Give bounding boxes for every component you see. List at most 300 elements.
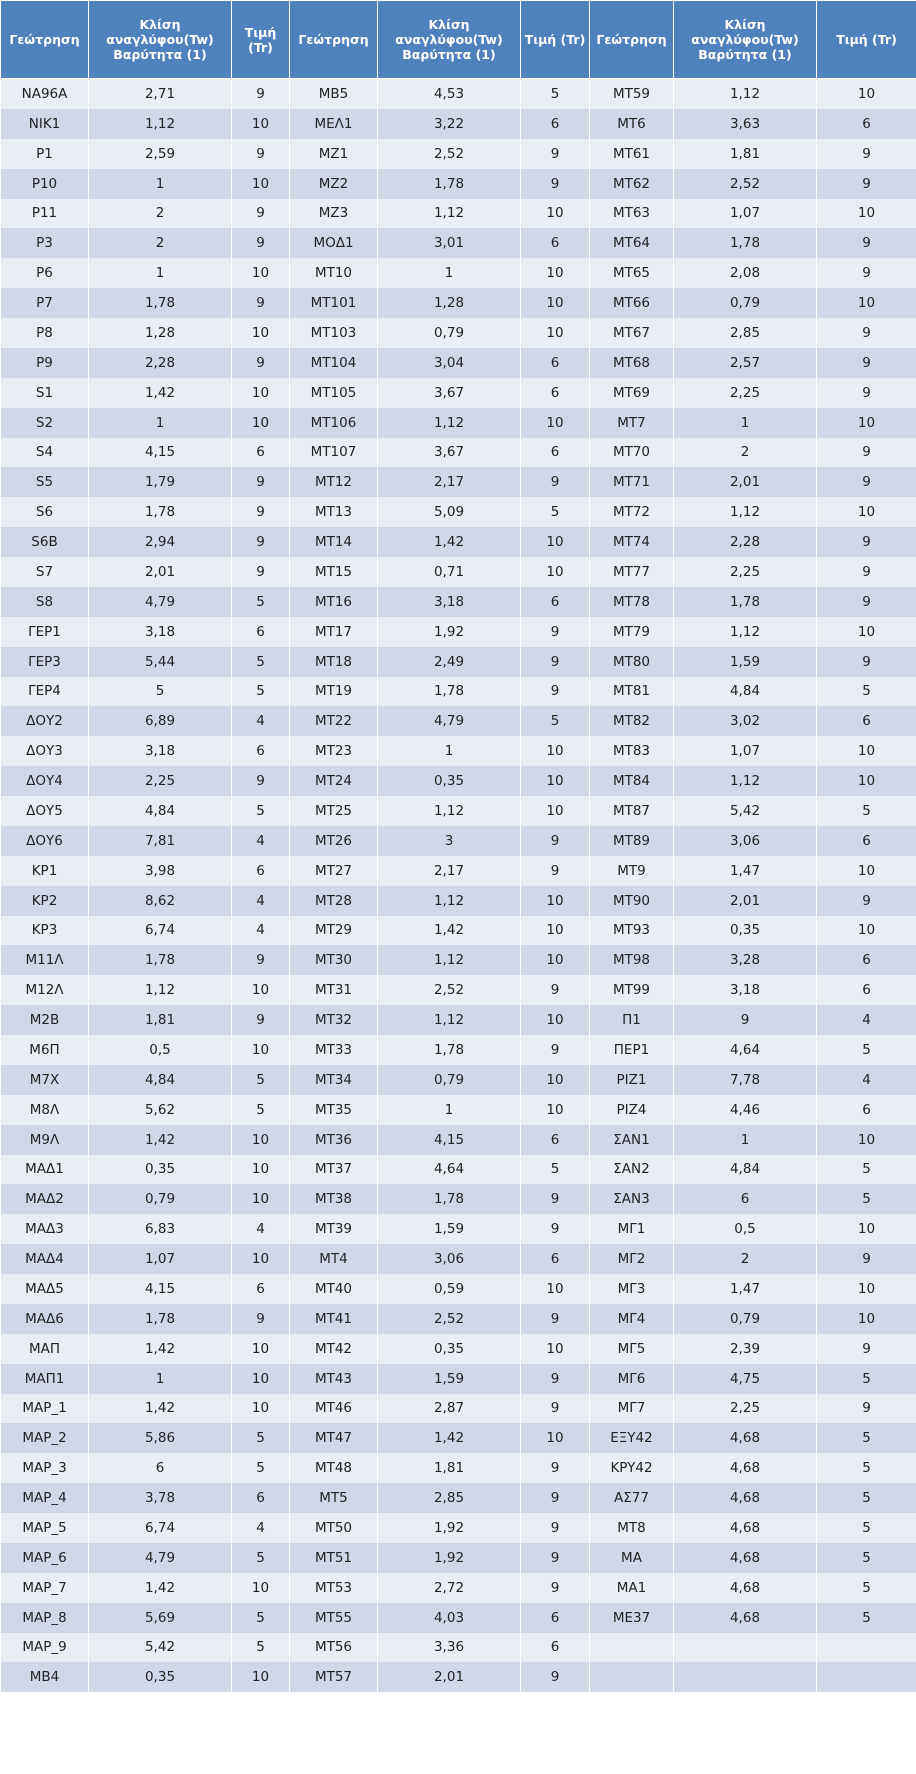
table-cell: 10 <box>521 766 590 796</box>
table-cell: MT83 <box>590 736 674 766</box>
table-cell: 6 <box>521 1244 590 1274</box>
table-cell: M7X <box>1 1065 89 1095</box>
table-cell: 6 <box>817 945 916 975</box>
table-cell: 9 <box>817 527 916 557</box>
header-row <box>1 1 916 79</box>
table-cell: 10 <box>521 1065 590 1095</box>
table-cell: ΜΓ2 <box>590 1244 674 1274</box>
table-cell: 10 <box>521 945 590 975</box>
table-cell: 6 <box>232 856 290 886</box>
table-cell: 5,69 <box>89 1603 232 1633</box>
table-cell: 9 <box>817 1244 916 1274</box>
table-cell: MT53 <box>290 1573 378 1603</box>
table-row <box>1 647 916 677</box>
table-row <box>1 378 916 408</box>
table-cell: MT89 <box>590 826 674 856</box>
table-cell: PIZ1 <box>590 1065 674 1095</box>
table-cell: 1,12 <box>674 617 817 647</box>
table-cell: 9 <box>817 438 916 468</box>
table-cell: MT4 <box>290 1244 378 1274</box>
table-cell: ΔΟΥ3 <box>1 736 89 766</box>
table-cell: 3,22 <box>378 109 521 139</box>
table-cell: 1,78 <box>378 1184 521 1214</box>
table-row <box>1 975 916 1005</box>
table-cell: 9 <box>232 497 290 527</box>
table-cell: MT38 <box>290 1184 378 1214</box>
table-cell: 10 <box>232 1394 290 1424</box>
table-cell: 9 <box>817 318 916 348</box>
table-cell: MT55 <box>290 1603 378 1633</box>
table-cell: 1,07 <box>674 199 817 229</box>
table-cell: MT56 <box>290 1633 378 1663</box>
table-cell: MT74 <box>590 527 674 557</box>
table-cell: 1,42 <box>89 378 232 408</box>
table-cell: 10 <box>232 1662 290 1692</box>
table-cell: MT90 <box>590 886 674 916</box>
table-cell: MT80 <box>590 647 674 677</box>
table-cell: 10 <box>232 1155 290 1185</box>
table-cell: 1,28 <box>89 318 232 348</box>
table-cell: MT15 <box>290 557 378 587</box>
table-row <box>1 1603 916 1633</box>
table-cell: ΜΑΔ4 <box>1 1244 89 1274</box>
table-row <box>1 1065 916 1095</box>
table-cell: 0,35 <box>378 1334 521 1364</box>
table-cell: 10 <box>521 318 590 348</box>
table-cell: 9 <box>521 139 590 169</box>
table-cell: MB4 <box>1 1662 89 1692</box>
table-cell: 9 <box>521 1394 590 1424</box>
table-cell: 4 <box>232 1214 290 1244</box>
table-cell: 5 <box>232 796 290 826</box>
table-cell: 4,84 <box>674 1155 817 1185</box>
table-row <box>1 1662 916 1692</box>
table-cell: 1,78 <box>89 497 232 527</box>
table-cell: MT72 <box>590 497 674 527</box>
table-cell: 5 <box>817 1573 916 1603</box>
table-cell: ΔΟΥ2 <box>1 706 89 736</box>
table-cell: 10 <box>521 527 590 557</box>
table-cell: MZ3 <box>290 199 378 229</box>
table-cell: ΜΟΔ1 <box>290 228 378 258</box>
table-cell: MT7 <box>590 408 674 438</box>
table-cell: MT98 <box>590 945 674 975</box>
table-cell: 9 <box>521 1304 590 1334</box>
table-cell: 4,64 <box>378 1155 521 1185</box>
table-cell: P7 <box>1 288 89 318</box>
table-cell: 2,52 <box>378 975 521 1005</box>
table-cell: 0,5 <box>89 1035 232 1065</box>
table-cell: ΜΓ1 <box>590 1214 674 1244</box>
table-cell: 9 <box>232 199 290 229</box>
table-cell: MT66 <box>590 288 674 318</box>
table-cell: 0,35 <box>89 1155 232 1185</box>
table-cell: 10 <box>817 617 916 647</box>
table-cell: 1,79 <box>89 467 232 497</box>
table-row <box>1 1274 916 1304</box>
table-cell: 1,12 <box>674 79 817 109</box>
table-row <box>1 527 916 557</box>
table-cell: MT34 <box>290 1065 378 1095</box>
col-header-value-2: Τιμή (Tr) <box>521 1 590 79</box>
table-cell: 3,78 <box>89 1483 232 1513</box>
table-cell: ΣΑΝ3 <box>590 1184 674 1214</box>
table-cell: KP2 <box>1 886 89 916</box>
table-cell: 9 <box>521 647 590 677</box>
table-row <box>1 348 916 378</box>
table-cell: MAP_8 <box>1 1603 89 1633</box>
table-cell: 5 <box>817 1483 916 1513</box>
table-cell: 9 <box>232 945 290 975</box>
table-cell: 9 <box>521 975 590 1005</box>
table-cell: MT105 <box>290 378 378 408</box>
table-cell: 1,42 <box>378 1423 521 1453</box>
table-cell: 2,71 <box>89 79 232 109</box>
table-cell: 5 <box>232 1633 290 1663</box>
table-cell: MT104 <box>290 348 378 378</box>
table-cell: 9 <box>521 1662 590 1692</box>
table-cell: MT17 <box>290 617 378 647</box>
table-row <box>1 557 916 587</box>
table-cell: MT77 <box>590 557 674 587</box>
table-cell: 1 <box>378 258 521 288</box>
table-cell: 6 <box>232 1483 290 1513</box>
table-row <box>1 169 916 199</box>
table-cell: 9 <box>521 856 590 886</box>
table-cell: MT70 <box>590 438 674 468</box>
table-cell: 10 <box>817 736 916 766</box>
table-cell: 6 <box>521 587 590 617</box>
table-cell: 2,94 <box>89 527 232 557</box>
table-cell: 10 <box>232 1244 290 1274</box>
table-cell: S5 <box>1 467 89 497</box>
table-row <box>1 677 916 707</box>
table-cell: 9 <box>232 1005 290 1035</box>
table-cell: ΕΞΥ42 <box>590 1423 674 1453</box>
table-row <box>1 886 916 916</box>
table-cell: 5 <box>232 647 290 677</box>
table-cell: 5 <box>817 1603 916 1633</box>
table-cell: 10 <box>521 886 590 916</box>
table-cell: 1,12 <box>378 886 521 916</box>
table-cell: ΓΕΡ4 <box>1 677 89 707</box>
table-cell: MAP_3 <box>1 1453 89 1483</box>
table-cell: MT37 <box>290 1155 378 1185</box>
table-cell: 9 <box>232 348 290 378</box>
table-cell: 6 <box>232 1274 290 1304</box>
table-cell: 9 <box>521 169 590 199</box>
table-cell <box>817 1633 916 1663</box>
col-header-value-1: Τιμή (Tr) <box>232 1 290 79</box>
table-cell: 10 <box>521 258 590 288</box>
col-header-borehole-2: Γεώτρηση <box>290 1 378 79</box>
table-cell: 6 <box>521 1633 590 1663</box>
table-cell: 4,15 <box>378 1125 521 1155</box>
table-cell: 1,42 <box>89 1394 232 1424</box>
table-cell: KPY42 <box>590 1453 674 1483</box>
table-cell: ΜΓ7 <box>590 1394 674 1424</box>
table-cell: 4,84 <box>674 677 817 707</box>
table-cell: 3,98 <box>89 856 232 886</box>
table-cell: 9 <box>521 1035 590 1065</box>
table-row <box>1 1483 916 1513</box>
table-row <box>1 1155 916 1185</box>
table-cell: 4,68 <box>674 1513 817 1543</box>
table-cell: 6 <box>521 438 590 468</box>
table-cell: 9 <box>521 1453 590 1483</box>
table-cell: 9 <box>817 1334 916 1364</box>
table-cell: 9 <box>817 228 916 258</box>
table-cell: 10 <box>521 557 590 587</box>
table-row <box>1 199 916 229</box>
table-cell: 6 <box>521 378 590 408</box>
table-cell <box>590 1633 674 1663</box>
table-cell: M6Π <box>1 1035 89 1065</box>
table-cell: 4 <box>232 826 290 856</box>
table-cell: 10 <box>521 199 590 229</box>
table-cell: 1 <box>674 408 817 438</box>
table-cell: MT84 <box>590 766 674 796</box>
table-row <box>1 139 916 169</box>
table-cell: MT69 <box>590 378 674 408</box>
table-cell: 1,78 <box>89 1304 232 1334</box>
table-cell: 1,12 <box>674 497 817 527</box>
table-cell: MT78 <box>590 587 674 617</box>
table-cell: 6 <box>521 109 590 139</box>
table-cell: 4,03 <box>378 1603 521 1633</box>
table-cell: 0,5 <box>674 1214 817 1244</box>
table-cell: 5 <box>521 497 590 527</box>
table-cell: KP3 <box>1 916 89 946</box>
table-cell: MT18 <box>290 647 378 677</box>
table-row <box>1 258 916 288</box>
table-cell: MT24 <box>290 766 378 796</box>
table-cell: 1,92 <box>378 617 521 647</box>
table-cell: 1,47 <box>674 856 817 886</box>
table-cell: 1,42 <box>89 1573 232 1603</box>
table-cell: MT82 <box>590 706 674 736</box>
table-cell: MT10 <box>290 258 378 288</box>
table-cell: 6 <box>232 438 290 468</box>
table-cell: 1,12 <box>89 975 232 1005</box>
table-cell: 5,62 <box>89 1095 232 1125</box>
table-cell: 10 <box>232 378 290 408</box>
table-cell: 2,01 <box>89 557 232 587</box>
table-cell: MT25 <box>290 796 378 826</box>
table-cell: 4 <box>817 1005 916 1035</box>
table-cell: 10 <box>232 1364 290 1394</box>
table-cell: MT63 <box>590 199 674 229</box>
table-cell: 4,84 <box>89 1065 232 1095</box>
table-cell: MT23 <box>290 736 378 766</box>
table-cell: 10 <box>817 856 916 886</box>
table-cell: 9 <box>817 647 916 677</box>
table-cell: ΜΑΔ6 <box>1 1304 89 1334</box>
table-cell: P6 <box>1 258 89 288</box>
table-cell: 9 <box>232 766 290 796</box>
table-cell: 8,62 <box>89 886 232 916</box>
table-cell: MT31 <box>290 975 378 1005</box>
table-cell: 5 <box>232 677 290 707</box>
table-cell: 10 <box>521 1274 590 1304</box>
table-cell: 1,92 <box>378 1543 521 1573</box>
table-cell: 5 <box>232 1603 290 1633</box>
table-cell: 2,85 <box>378 1483 521 1513</box>
table-cell: 4,79 <box>89 587 232 617</box>
table-cell: 6 <box>817 706 916 736</box>
table-cell: P9 <box>1 348 89 378</box>
table-cell: 2,17 <box>378 467 521 497</box>
table-cell: MT46 <box>290 1394 378 1424</box>
table-cell: 10 <box>817 408 916 438</box>
table-cell: MT16 <box>290 587 378 617</box>
table-cell: P11 <box>1 199 89 229</box>
table-cell: 1,78 <box>89 288 232 318</box>
table-cell: 3,36 <box>378 1633 521 1663</box>
table-cell: 5 <box>817 1035 916 1065</box>
table-cell: 1 <box>89 1364 232 1394</box>
table-cell: 4,68 <box>674 1603 817 1633</box>
table-cell: 1,07 <box>89 1244 232 1274</box>
table-cell: 4,68 <box>674 1483 817 1513</box>
table-cell: 4 <box>817 1065 916 1095</box>
table-cell: 9 <box>232 527 290 557</box>
table-cell <box>590 1662 674 1692</box>
col-header-borehole-1: Γεώτρηση <box>1 1 89 79</box>
table-cell: 4,75 <box>674 1364 817 1394</box>
table-cell: 2,08 <box>674 258 817 288</box>
table-cell: 9 <box>521 467 590 497</box>
table-cell: 1,78 <box>89 945 232 975</box>
table-cell: 9 <box>817 348 916 378</box>
table-cell: 3,02 <box>674 706 817 736</box>
table-cell: 10 <box>817 1304 916 1334</box>
table-cell: 10 <box>817 1125 916 1155</box>
table-cell: MT5 <box>290 1483 378 1513</box>
table-row <box>1 497 916 527</box>
table-cell: 1,07 <box>674 736 817 766</box>
table-cell <box>674 1662 817 1692</box>
table-row <box>1 1453 916 1483</box>
table-cell: 0,35 <box>674 916 817 946</box>
table-cell: 4 <box>232 886 290 916</box>
table-cell: 10 <box>817 766 916 796</box>
table-cell: 6 <box>521 228 590 258</box>
table-cell: MT106 <box>290 408 378 438</box>
table-cell: 2,28 <box>89 348 232 378</box>
table-cell: NA96A <box>1 79 89 109</box>
table-row <box>1 1304 916 1334</box>
table-cell: 1,12 <box>378 408 521 438</box>
table-cell: 1 <box>89 258 232 288</box>
table-row <box>1 736 916 766</box>
table-cell: 2,39 <box>674 1334 817 1364</box>
col-header-value-3: Τιμή (Tr) <box>817 1 916 79</box>
table-cell: ΣΑΝ1 <box>590 1125 674 1155</box>
table-cell: 5 <box>817 796 916 826</box>
table-row <box>1 1573 916 1603</box>
table-cell: 0,59 <box>378 1274 521 1304</box>
table-cell: 5 <box>817 1513 916 1543</box>
table-cell: 6 <box>232 617 290 647</box>
table-cell: MT68 <box>590 348 674 378</box>
table-row <box>1 826 916 856</box>
table-row <box>1 617 916 647</box>
table-cell: 4,53 <box>378 79 521 109</box>
table-cell: M8Λ <box>1 1095 89 1125</box>
table-cell: 4,84 <box>89 796 232 826</box>
table-cell: 3,18 <box>674 975 817 1005</box>
table-cell: 2 <box>89 199 232 229</box>
table-cell: ΜΓ4 <box>590 1304 674 1334</box>
table-cell: 6 <box>817 1095 916 1125</box>
table-cell: ΜΑΔ5 <box>1 1274 89 1304</box>
table-cell: 2,17 <box>378 856 521 886</box>
table-cell: 2,25 <box>89 766 232 796</box>
table-cell: 9 <box>521 617 590 647</box>
table-cell: 2,59 <box>89 139 232 169</box>
table-cell: 2,87 <box>378 1394 521 1424</box>
table-cell: 2,85 <box>674 318 817 348</box>
table-cell: 10 <box>232 408 290 438</box>
table-cell: 10 <box>232 258 290 288</box>
table-cell: P1 <box>1 139 89 169</box>
table-cell: MT13 <box>290 497 378 527</box>
table-cell: MB5 <box>290 79 378 109</box>
table-cell: ΜΑΠ1 <box>1 1364 89 1394</box>
table-cell: 10 <box>521 288 590 318</box>
table-row <box>1 916 916 946</box>
table-cell: 2,52 <box>674 169 817 199</box>
table-cell: MT93 <box>590 916 674 946</box>
table-cell: 6,74 <box>89 916 232 946</box>
table-cell: MT87 <box>590 796 674 826</box>
table-cell: 5 <box>89 677 232 707</box>
table-cell: MT79 <box>590 617 674 647</box>
table-cell: 10 <box>232 1573 290 1603</box>
table-cell: ΑΣ77 <box>590 1483 674 1513</box>
table-cell: 3,04 <box>378 348 521 378</box>
table-cell: MAP_9 <box>1 1633 89 1663</box>
table-cell: 10 <box>817 916 916 946</box>
table-cell: 9 <box>817 1394 916 1424</box>
table-cell: 1 <box>378 1095 521 1125</box>
table-body <box>1 79 916 1693</box>
table-cell: 1,12 <box>378 945 521 975</box>
table-cell: 3,06 <box>674 826 817 856</box>
table-cell: MAP_1 <box>1 1394 89 1424</box>
table-cell: 10 <box>521 736 590 766</box>
table-cell: 1,28 <box>378 288 521 318</box>
table-cell: S6 <box>1 497 89 527</box>
table-cell: 1,78 <box>674 228 817 258</box>
table-cell: MT99 <box>590 975 674 1005</box>
table-cell: 9 <box>521 1483 590 1513</box>
table-cell: MT71 <box>590 467 674 497</box>
table-cell: MT59 <box>590 79 674 109</box>
table-cell: 1,78 <box>378 1035 521 1065</box>
table-cell: 3,18 <box>89 736 232 766</box>
table-cell: MAP_5 <box>1 1513 89 1543</box>
table-cell: 2,52 <box>378 1304 521 1334</box>
table-cell: 9 <box>817 886 916 916</box>
table-cell: MA <box>590 1543 674 1573</box>
table-cell: 9 <box>817 557 916 587</box>
table-cell: MT81 <box>590 677 674 707</box>
table-row <box>1 1214 916 1244</box>
table-cell: 3,18 <box>89 617 232 647</box>
table-cell: 10 <box>817 497 916 527</box>
